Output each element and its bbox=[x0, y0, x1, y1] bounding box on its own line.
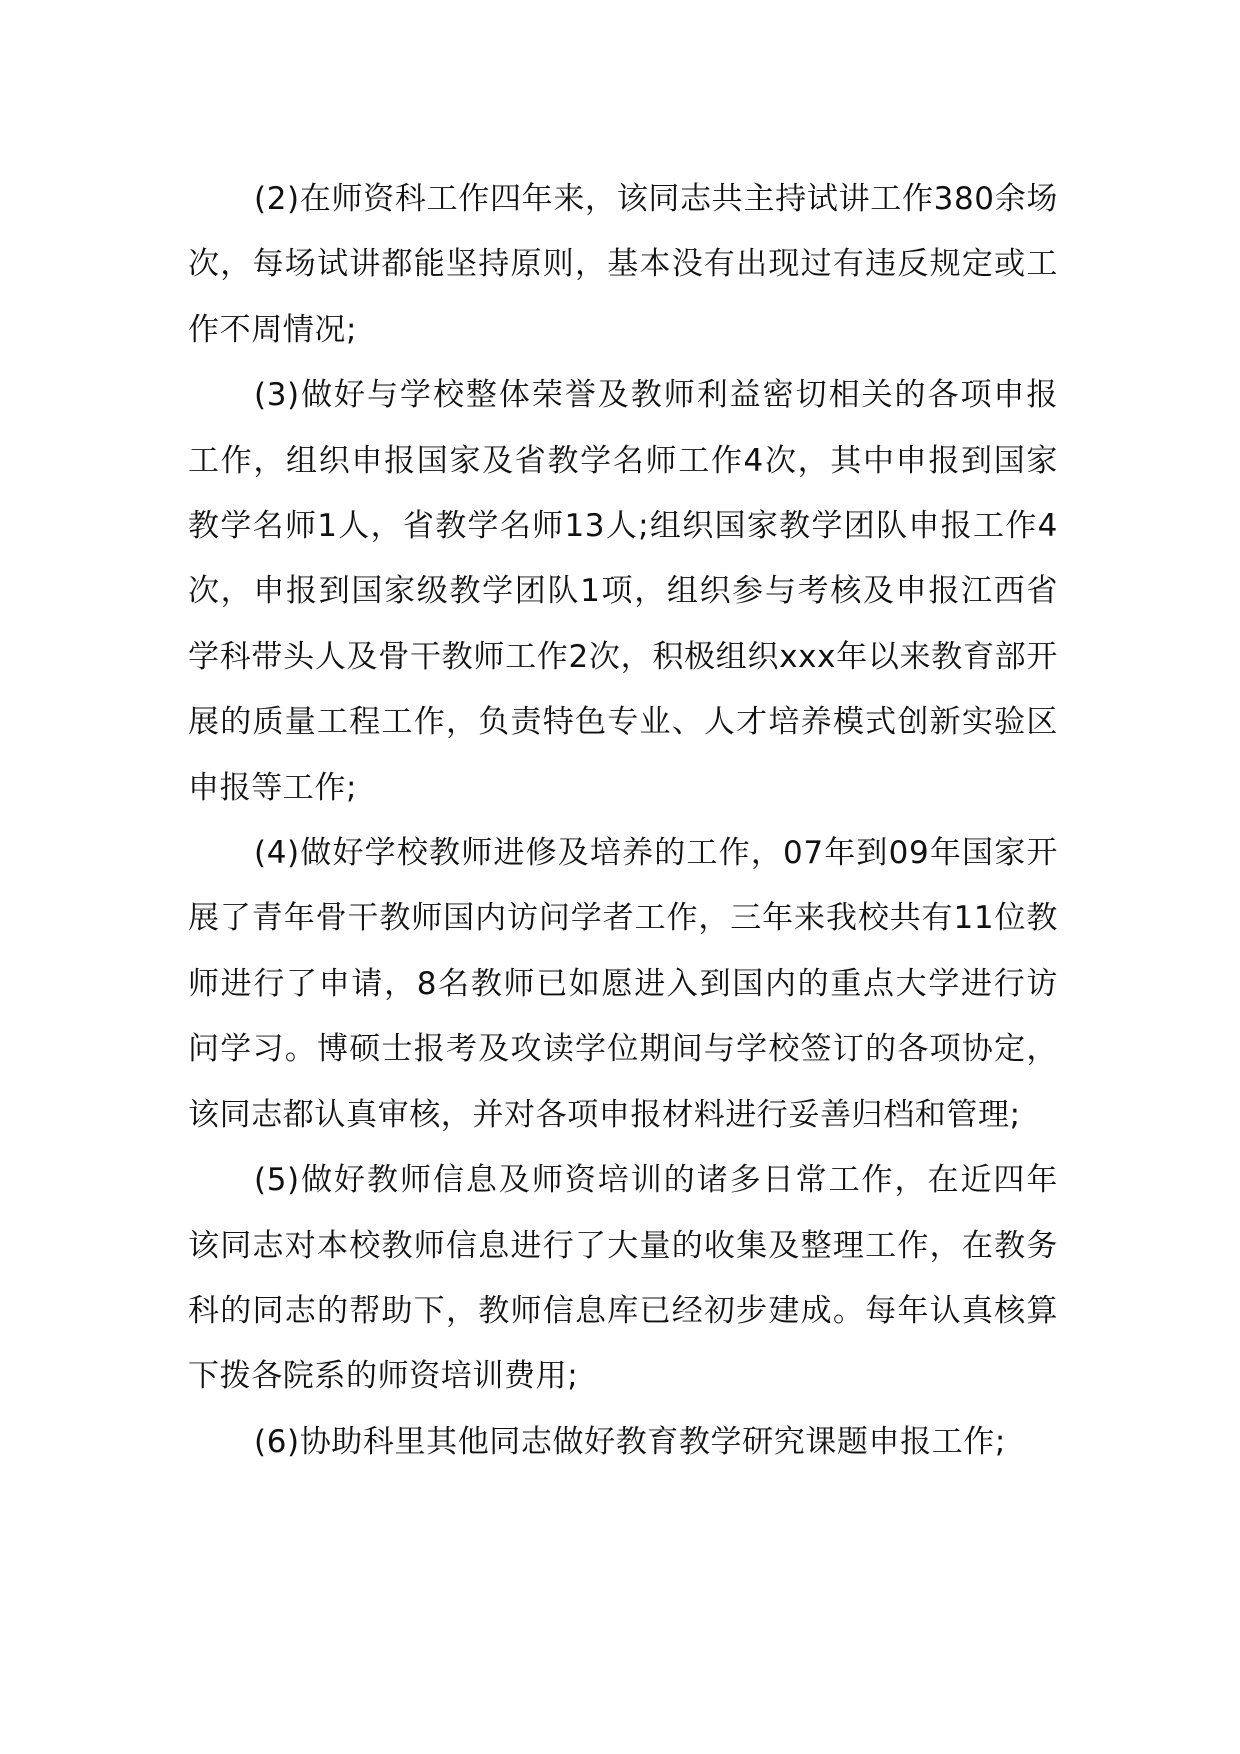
paragraph-6: (6)协助科里其他同志做好教育教学研究课题申报工作; bbox=[254, 1423, 1006, 1460]
document-body bbox=[188, 167, 1058, 1475]
paragraph-2: (2)在师资科工作四年来，该同志共主持试讲工作380余场次，每场试讲都能坚持原则，基本没有出现过有违反规定或工作不周情况; bbox=[188, 181, 1058, 348]
paragraph-4: (4)做好学校教师进修及培养的工作，07年到09年国家开展了青年骨干教师国内访问学者工作，三年来我校共有11位教师进行了申请，8名教师已如愿进入到国内的重点大学进行访问学习。博硕士报考及攻读学位期间与学校签订的各项协定，该同志都认真审核，并对各项申报材料进行妥善归档和管理; bbox=[188, 835, 1058, 1133]
paragraph-5: (5)做好教师信息及师资培训的诸多日常工作，在近四年该同志对本校教师信息进行了大量的收集及整理工作，在教务科的同志的帮助下，教师信息库已经初步建成。每年认真核算下拨各院系的师资培训费用; bbox=[188, 1162, 1058, 1395]
paragraph-3: (3)做好与学校整体荣誉及教师利益密切相关的各项申报工作，组织申报国家及省教学名师工作4次，其中申报到国家教学名师1人，省教学名师13人;组织国家教学团队申报工作4次，申报到国家级教学团队1项，组织参与考核及申报江西省学科带头人及骨干教师工作2次，积极组织xxx年以来教育部开展的质量工程工作，负责特色专业、人才培养模式创新实验区申报等工作; bbox=[188, 377, 1058, 806]
